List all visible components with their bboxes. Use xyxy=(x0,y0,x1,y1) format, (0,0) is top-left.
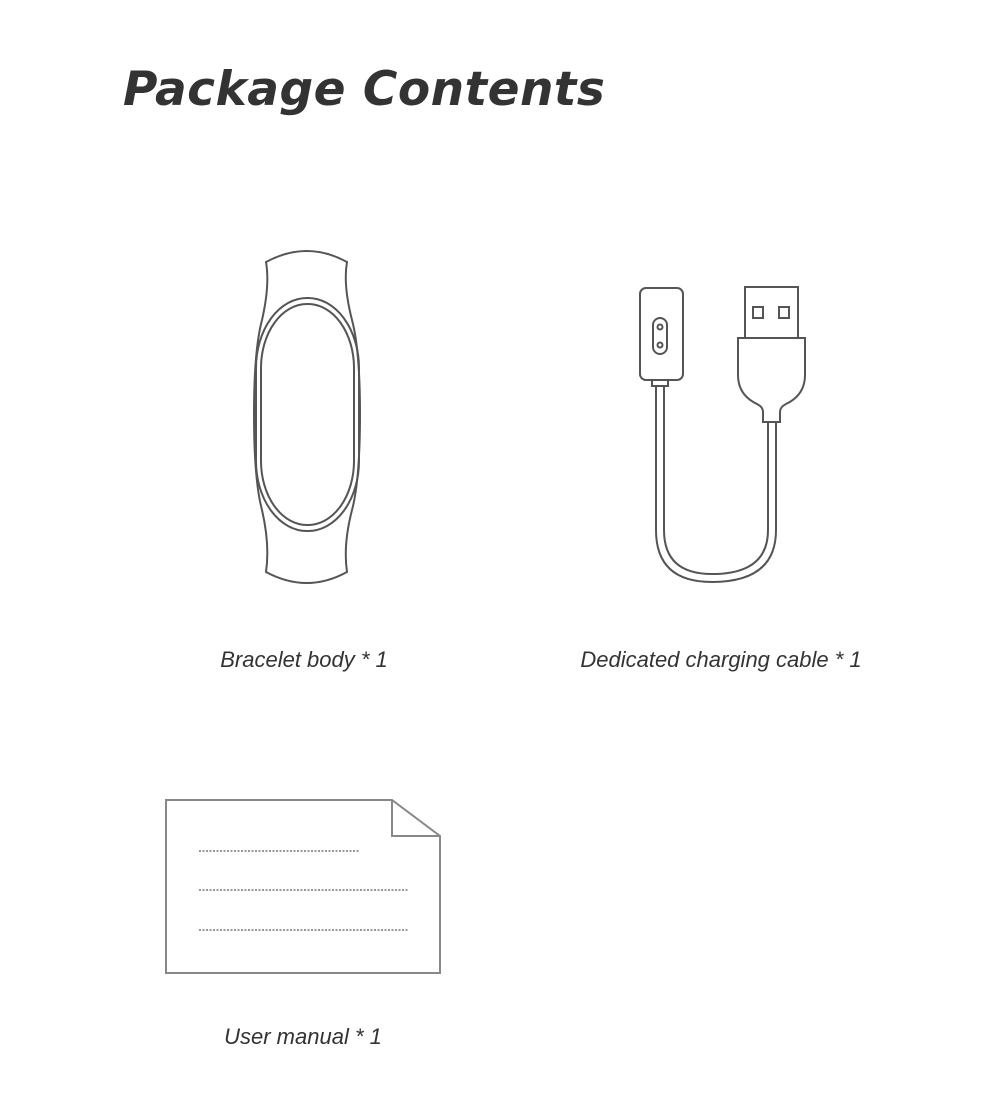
page-title: Package Contents xyxy=(123,62,606,117)
fitness-band-icon xyxy=(254,251,360,583)
user-manual-caption: User manual * 1 xyxy=(224,1024,382,1049)
manual-document-icon xyxy=(166,800,440,973)
bracelet-caption: Bracelet body * 1 xyxy=(220,647,388,672)
charging-cable-caption: Dedicated charging cable * 1 xyxy=(580,647,862,672)
charging-cable-icon xyxy=(640,287,805,582)
